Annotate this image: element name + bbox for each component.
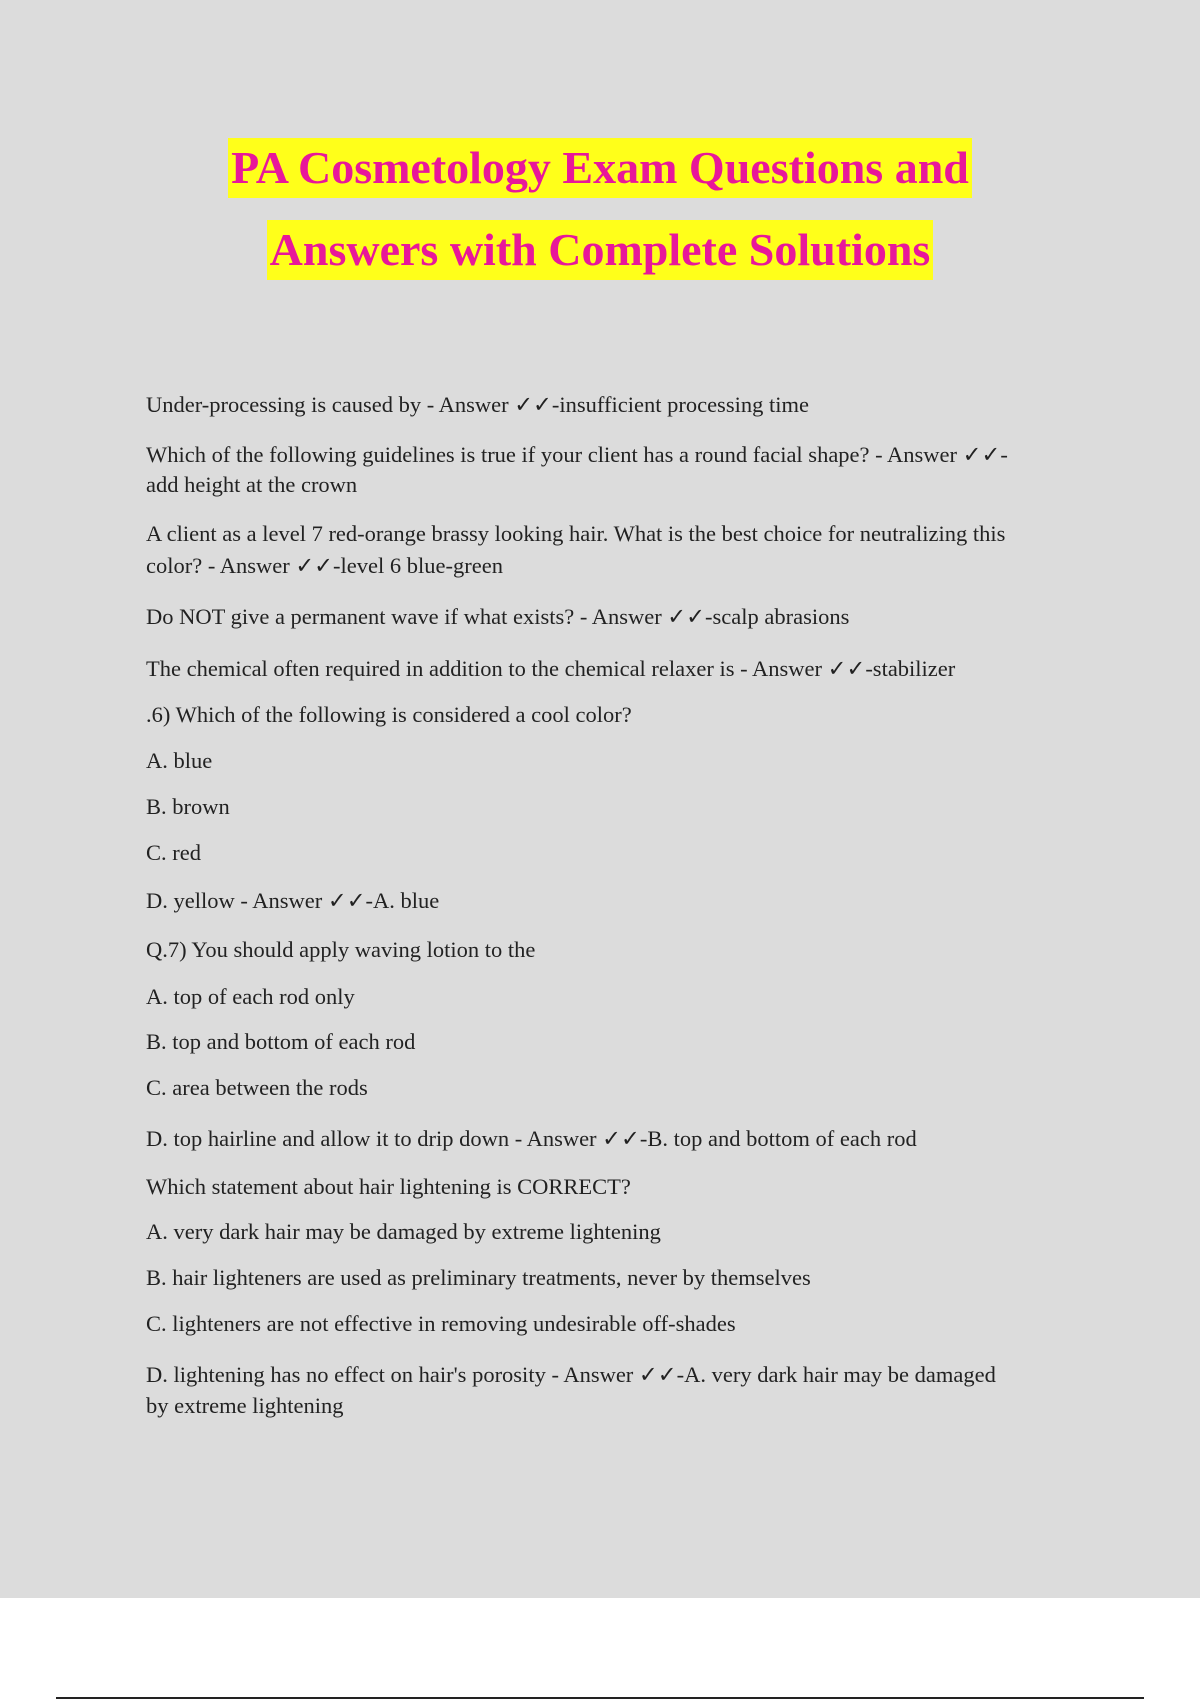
title-line-1: PA Cosmetology Exam Questions and [228,138,972,198]
qa-line: C. red [146,840,201,865]
qa-line: D. top hairline and allow it to drip down - Answer ✓✓-B. top and bottom of each rod [146,1126,917,1151]
qa-line: add height at the crown [146,472,358,497]
qa-line: B. top and bottom of each rod [146,1029,416,1054]
footer-divider [56,1697,1144,1699]
qa-line: B. brown [146,794,230,819]
qa-line: Do NOT give a permanent wave if what exists? - Answer ✓✓-scalp abrasions [146,604,850,629]
qa-line: A. blue [146,748,213,773]
title-line-2: Answers with Complete Solutions [267,220,934,280]
qa-line: by extreme lightening [146,1393,344,1418]
qa-line: A. top of each rod only [146,984,355,1009]
qa-line: D. yellow - Answer ✓✓-A. blue [146,888,440,913]
document-title [0,138,1200,280]
qa-line: Under-processing is caused by - Answer ✓✓-insufficient processing time [146,392,809,417]
qa-line: color? - Answer ✓✓-level 6 blue-green [146,553,503,578]
qa-line: B. hair lighteners are used as preliminary treatments, never by themselves [146,1265,811,1290]
qa-line: Which of the following guidelines is true if your client has a round facial shape? - Answer ✓✓- [146,442,1008,467]
qa-line: C. area between the rods [146,1075,368,1100]
qa-line: A. very dark hair may be damaged by extreme lightening [146,1219,661,1244]
qa-line: Q.7) You should apply waving lotion to the [146,937,536,962]
qa-line: The chemical often required in addition to the chemical relaxer is - Answer ✓✓-stabilizer [146,656,956,681]
qa-line: D. lightening has no effect on hair's porosity - Answer ✓✓-A. very dark hair may be damaged [146,1362,996,1387]
qa-line: A client as a level 7 red-orange brassy looking hair. What is the best choice for neutralizing this [146,521,1006,546]
qa-line: C. lighteners are not effective in removing undesirable off-shades [146,1311,736,1336]
qa-line: Which statement about hair lightening is CORRECT? [146,1174,631,1199]
qa-line: .6) Which of the following is considered a cool color? [146,702,632,727]
